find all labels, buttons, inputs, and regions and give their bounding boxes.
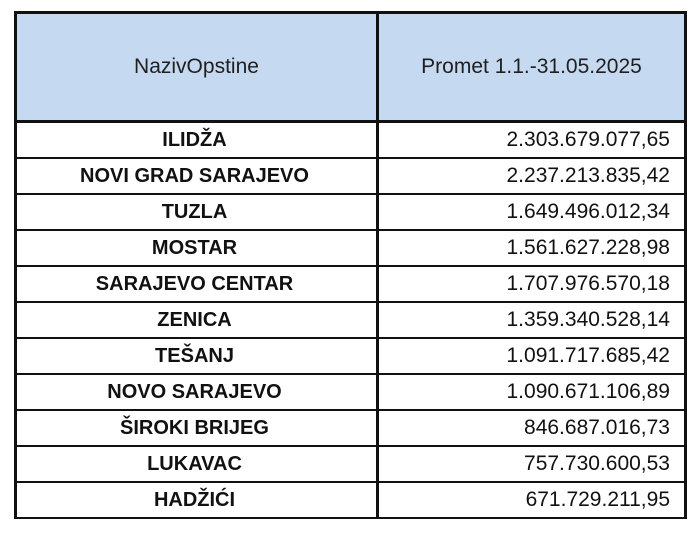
municipality-name-cell: TEŠANJ: [16, 338, 378, 374]
turnover-amount-cell: 2.303.679.077,65: [378, 122, 686, 159]
table-row: [16, 374, 686, 410]
municipality-name-cell: LUKAVAC: [16, 446, 378, 482]
table-row: [16, 338, 686, 374]
turnover-amount-cell: 757.730.600,53: [378, 446, 686, 482]
table-row: [16, 302, 686, 338]
turnover-amount-cell: 1.091.717.685,42: [378, 338, 686, 374]
turnover-amount-cell: 1.561.627.228,98: [378, 230, 686, 266]
turnover-amount-cell: 2.237.213.835,42: [378, 158, 686, 194]
municipality-name-cell: ILIDŽA: [16, 122, 378, 159]
turnover-amount-cell: 846.687.016,73: [378, 410, 686, 446]
turnover-amount-cell: 671.729.211,95: [378, 482, 686, 518]
table-row: [16, 122, 686, 159]
column-header-turnover: Promet 1.1.-31.05.2025: [378, 13, 686, 122]
municipality-name-cell: SARAJEVO CENTAR: [16, 266, 378, 302]
municipality-name-cell: TUZLA: [16, 194, 378, 230]
table-row: [16, 266, 686, 302]
municipality-name-cell: NOVO SARAJEVO: [16, 374, 378, 410]
table-row: [16, 158, 686, 194]
table-row: [16, 194, 686, 230]
municipality-name-cell: MOSTAR: [16, 230, 378, 266]
turnover-amount-cell: 1.649.496.012,34: [378, 194, 686, 230]
turnover-amount-cell: 1.707.976.570,18: [378, 266, 686, 302]
table-row: [16, 410, 686, 446]
table-row: [16, 482, 686, 518]
header-row: [16, 13, 686, 122]
municipality-name-cell: HADŽIĆI: [16, 482, 378, 518]
turnover-table-container: [14, 11, 684, 519]
municipality-name-cell: NOVI GRAD SARAJEVO: [16, 158, 378, 194]
turnover-table: [14, 11, 687, 519]
table-row: [16, 446, 686, 482]
municipality-name-cell: ŠIROKI BRIJEG: [16, 410, 378, 446]
table-row: [16, 230, 686, 266]
turnover-amount-cell: 1.359.340.528,14: [378, 302, 686, 338]
turnover-amount-cell: 1.090.671.106,89: [378, 374, 686, 410]
column-header-municipality: NazivOpstine: [16, 13, 378, 122]
municipality-name-cell: ZENICA: [16, 302, 378, 338]
